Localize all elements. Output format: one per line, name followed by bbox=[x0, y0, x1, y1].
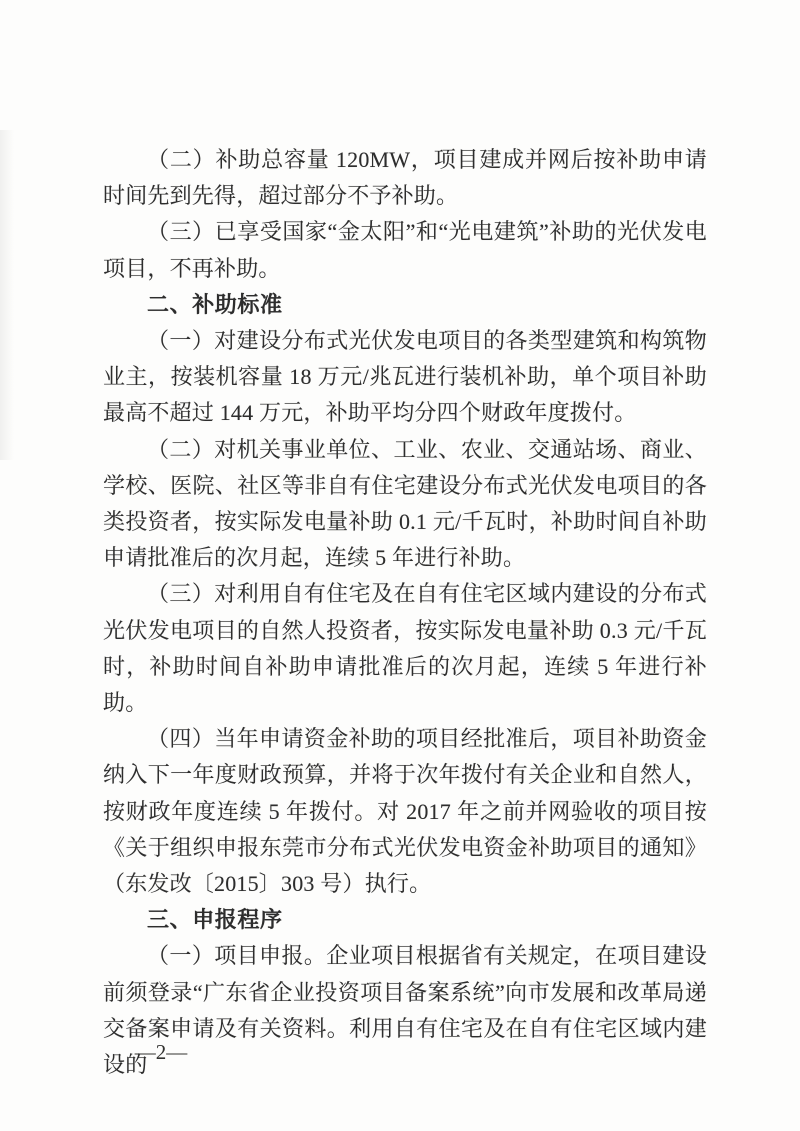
section-heading-subsidy-standard: 二、补助标准 bbox=[147, 291, 283, 317]
page-number: —2— bbox=[134, 1040, 188, 1064]
para-fund-allocation: （四）当年申请资金补助的项目经批准后，项目补助资金纳入下一年度财政预算，并将于次年拨付有关企业和自然人，按财政年度连续 5 年拨付。对 2017 年之前并网验收的项目按《关于组织申报东莞市分布式光伏发电资金补助项目的通知》（东发改〔2015〕303 号）执行。 bbox=[103, 726, 707, 897]
para-standard-building-owners: （一）对建设分布式光伏发电项目的各类型建筑和构筑物业主，按装机容量 18 万元/兆瓦进行装机补助，单个项目补助最高不超过 144 万元，补助平均分四个财政年度拨付。 bbox=[103, 328, 707, 426]
para-standard-non-residential-investors: （二）对机关事业单位、工业、农业、交通站场、商业、学校、医院、社区等非自有住宅建设分布式光伏发电项目的各类投资者，按实际发电量补助 0.1 元/千瓦时，补助时间自补助申请批准后的次月起，连续 5 年进行补助。 bbox=[103, 436, 707, 571]
para-project-filing: （一）项目申报。企业项目根据省有关规定，在项目建设前须登录“广东省企业投资项目备案系统”向市发展和改革局递交备案申请及有关资料。利用自有住宅及在自有住宅区域内建设的 bbox=[103, 943, 707, 1078]
scan-artifact bbox=[0, 130, 14, 460]
document-body bbox=[103, 142, 707, 1083]
para-no-double-subsidy: （三）已享受国家“金太阳”和“光电建筑”补助的光伏发电项目，不再补助。 bbox=[103, 219, 707, 281]
para-standard-residential-investors: （三）对利用自有住宅及在自有住宅区域内建设的分布式光伏发电项目的自然人投资者，按实际发电量补助 0.3 元/千瓦时，补助时间自补助申请批准后的次月起，连续 5 年进行补助。 bbox=[103, 581, 707, 716]
para-subsidy-total-capacity: （二）补助总容量 120MW，项目建成并网后按补助申请时间先到先得，超过部分不予补助。 bbox=[103, 147, 707, 209]
section-heading-application-procedure: 三、申报程序 bbox=[147, 907, 283, 933]
